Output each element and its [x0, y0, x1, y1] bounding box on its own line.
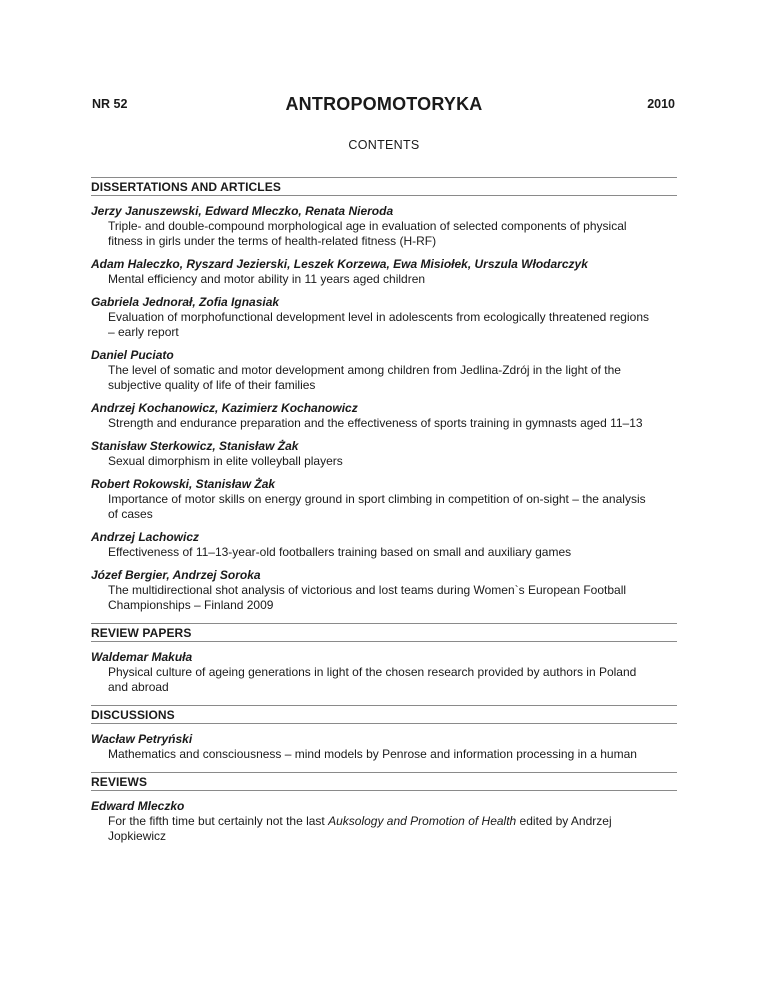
list-item [91, 731, 677, 762]
list-item [91, 347, 677, 393]
list-item [91, 400, 677, 431]
section-discussions [91, 705, 677, 762]
entry-authors: Andrzej Kochanowicz, Kazimierz Kochanowicz [91, 401, 358, 415]
section-title: REVIEWS [91, 772, 677, 791]
section-title: DISSERTATIONS AND ARTICLES [91, 177, 677, 196]
entry-title[interactable]: Mathematics and consciousness – mind models by Penrose and information processing in a human [108, 747, 637, 761]
entry-authors: Jerzy Januszewski, Edward Mleczko, Renata Nieroda [91, 204, 394, 218]
contents-list [91, 177, 677, 854]
entry-title[interactable]: Sexual dimorphism in elite volleyball players [108, 454, 343, 468]
entry-authors: Stanisław Sterkowicz, Stanisław Żak [91, 439, 299, 453]
entry-authors: Waldemar Makuła [91, 650, 193, 664]
list-item [91, 649, 677, 695]
list-item [91, 203, 677, 249]
section-title: REVIEW PAPERS [91, 623, 677, 642]
entry-authors: Edward Mleczko [91, 799, 185, 813]
entry-title[interactable]: The level of somatic and motor development among children from Jedlina-Zdrój in the light of the subjective quality of life of their families [108, 363, 621, 392]
entry-title[interactable]: Physical culture of ageing generations in light of the chosen research provided by authors in Poland and abroad [108, 665, 637, 694]
entry-authors: Wacław Petryński [91, 732, 193, 746]
list-item [91, 438, 677, 469]
list-item [91, 798, 677, 844]
entry-title-book: Auksology and Promotion of Health [328, 814, 517, 828]
list-item [91, 567, 677, 613]
entry-authors: Józef Bergier, Andrzej Soroka [91, 568, 261, 582]
entry-title-text: edited by Andrzej Jopkiewicz [108, 814, 612, 843]
section-dissertations [91, 177, 677, 613]
list-item [91, 529, 677, 560]
section-title: DISCUSSIONS [91, 705, 677, 724]
contents-heading: CONTENTS [348, 138, 420, 152]
entry-title[interactable]: The multidirectional shot analysis of victorious and lost teams during Women`s European Football Championships – Finland 2009 [108, 583, 627, 612]
entry-authors: Andrzej Lachowicz [91, 530, 200, 544]
list-item [91, 476, 677, 522]
section-reviews [91, 772, 677, 844]
entry-title[interactable] [91, 814, 677, 844]
list-item [91, 294, 677, 340]
journal-title: ANTROPOMOTORYKA [285, 94, 483, 114]
entry-title[interactable]: Mental efficiency and motor ability in 11 years aged children [108, 272, 426, 286]
entry-title[interactable]: Triple- and double-compound morphological age in evaluation of selected components of physical fitness in girls under the terms of health-related fitness (H-RF) [108, 219, 627, 248]
issue-number: NR 52 [92, 97, 128, 111]
section-review-papers [91, 623, 677, 695]
entry-authors: Gabriela Jednorał, Zofia Ignasiak [91, 295, 280, 309]
entry-title[interactable]: Importance of motor skills on energy ground in sport climbing in competition of on-sight – the analysis of cases [108, 492, 646, 521]
entry-title[interactable]: Effectiveness of 11–13-year-old footballers training based on small and auxiliary games [108, 545, 572, 559]
entry-authors: Daniel Puciato [91, 348, 174, 362]
entry-title[interactable]: Strength and endurance preparation and the effectiveness of sports training in gymnasts aged 11–13 [108, 416, 643, 430]
entry-authors: Robert Rokowski, Stanisław Żak [91, 477, 276, 491]
entry-authors: Adam Haleczko, Ryszard Jezierski, Leszek Korzewa, Ewa Misiołek, Urszula Włodarczyk [91, 257, 588, 271]
list-item [91, 256, 677, 287]
issue-year: 2010 [647, 97, 675, 111]
entry-title[interactable]: Evaluation of morphofunctional development level in adolescents from ecologically threatened regions – early report [108, 310, 649, 339]
entry-title-text: For the fifth time but certainly not the last [108, 814, 329, 828]
